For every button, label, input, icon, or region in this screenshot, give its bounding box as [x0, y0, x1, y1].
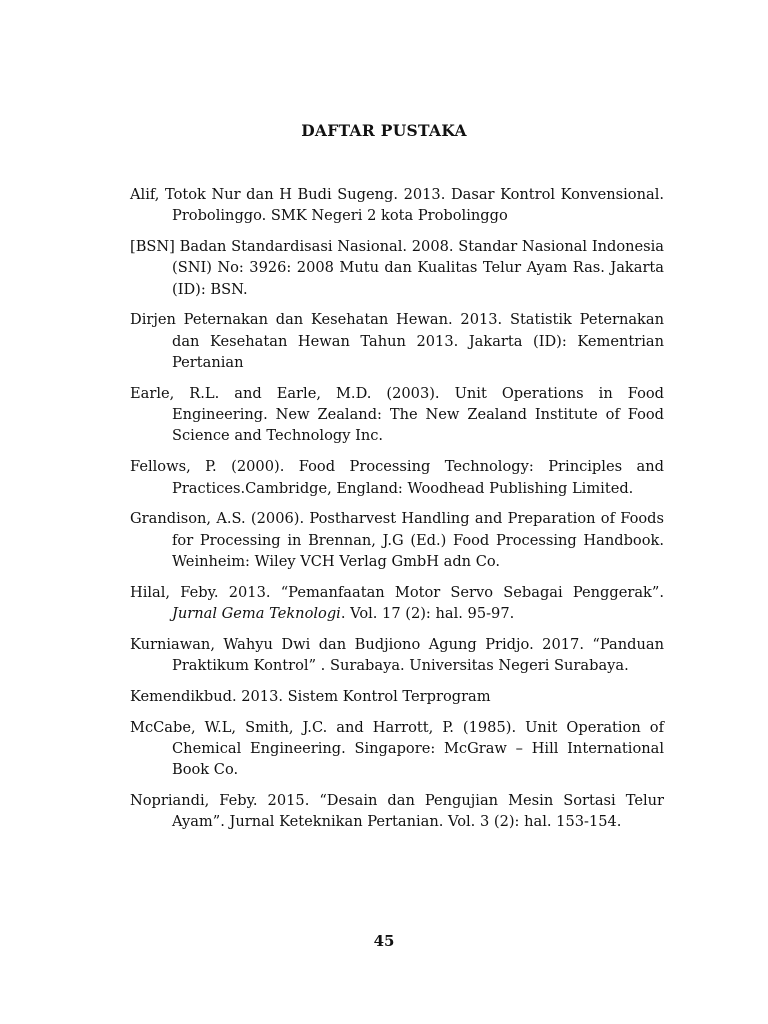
reference-item: Dirjen Peternakan dan Kesehatan Hewan. 2013. Statistik Peternakan dan Kesehatan Hewan Tahun 2013. Jakarta (ID): Kementrian Pertanian [130, 311, 664, 372]
reference-list [130, 184, 664, 842]
reference-item: Alif, Totok Nur dan H Budi Sugeng. 2013. Dasar Kontrol Konvensional. Probolinggo. SMK Negeri 2 kota Probolinggo [130, 186, 664, 225]
journal-title: Jurnal Gema Teknologi [172, 605, 341, 623]
page-number: 45 [373, 932, 395, 950]
reference-item: [BSN] Badan Standardisasi Nasional. 2008. Standar Nasional Indonesia (SNI) No: 3926: 2008 Mutu dan Kualitas Telur Ayam Ras. Jakarta (ID): BSN. [130, 238, 664, 298]
reference-item: Fellows, P. (2000). Food Processing Technology: Principles and Practices.Cambridge, England: Woodhead Publishing Limited. [130, 458, 664, 497]
reference-item: Hilal, Feby. 2013. “Pemanfaatan Motor Servo Sebagai Penggerak”. Jurnal Gema Teknologi. Vol. 17 (2): hal. 95-97. [130, 583, 664, 623]
reference-item: Earle, R.L. and Earle, M.D. (2003). Unit Operations in Food Engineering. New Zealand: The New Zealand Institute of Food Science and Technology Inc. [130, 384, 664, 445]
reference-item: Nopriandi, Feby. 2015. “Desain dan Pengujian Mesin Sortasi Telur Ayam”. Jurnal Keteknikan Pertanian. Vol. 3 (2): hal. 153-154. [130, 792, 664, 831]
page-title: DAFTAR PUSTAKA [301, 121, 467, 140]
reference-item: Kemendikbud. 2013. Sistem Kontrol Terprogram [130, 687, 491, 705]
reference-item: Grandison, A.S. (2006). Postharvest Handling and Preparation of Foods for Processing in Brennan, J.G (Ed.) Food Processing Handbook. Weinheim: Wiley VCH Verlag GmbH adn Co. [130, 510, 664, 570]
reference-item: McCabe, W.L, Smith, J.C. and Harrott, P. (1985). Unit Operation of Chemical Engineering. Singapore: McGraw – Hill International Book Co. [130, 718, 664, 779]
reference-item: Kurniawan, Wahyu Dwi dan Budjiono Agung Pridjo. 2017. “Panduan Praktikum Kontrol” . Surabaya. Universitas Negeri Surabaya. [130, 635, 664, 675]
